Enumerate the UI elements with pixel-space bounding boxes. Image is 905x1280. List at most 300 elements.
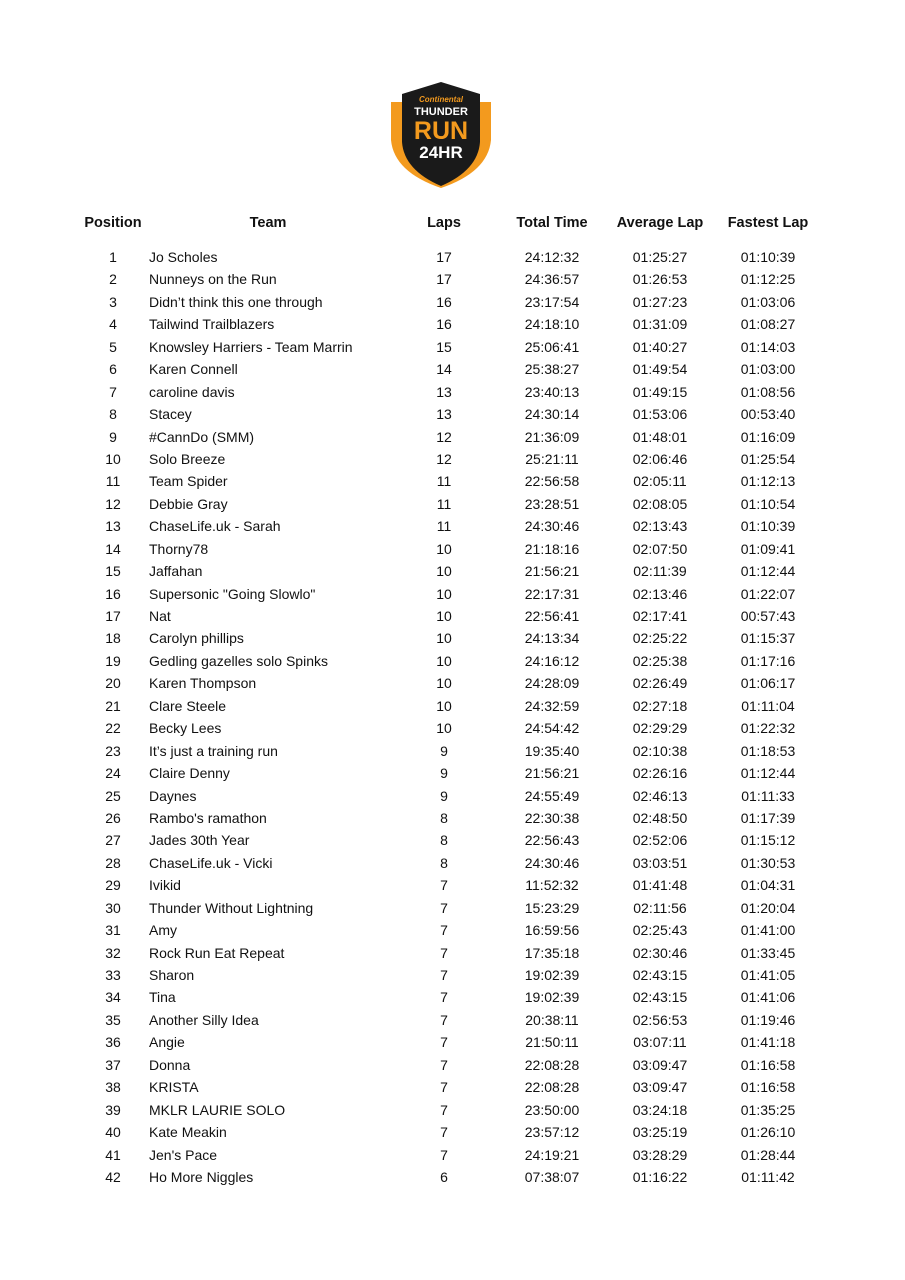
cell-average-lap: 01:16:22 <box>632 1168 688 1185</box>
cell-laps: 9 <box>440 787 448 804</box>
cell-fastest-lap: 01:08:56 <box>740 383 796 400</box>
cell-position: 34 <box>105 989 121 1006</box>
table-row <box>0 1011 905 1033</box>
cell-total-time: 24:12:32 <box>524 249 580 265</box>
cell-team: It’s just a training run <box>149 742 278 759</box>
cell-total-time: 21:56:21 <box>524 563 580 580</box>
cell-average-lap: 03:03:51 <box>632 854 688 871</box>
cell-total-time: 22:56:43 <box>524 832 580 849</box>
cell-laps: 10 <box>436 540 452 557</box>
cell-position: 13 <box>105 518 121 535</box>
table-row <box>0 562 905 584</box>
cell-team: Knowsley Harriers - Team Marrin <box>149 338 353 355</box>
cell-average-lap: 02:13:46 <box>632 585 688 602</box>
table-header <box>0 215 905 235</box>
cell-position: 4 <box>109 316 117 333</box>
cell-position: 6 <box>109 361 117 378</box>
cell-laps: 8 <box>440 854 448 871</box>
cell-average-lap: 03:24:18 <box>632 1101 688 1118</box>
cell-fastest-lap: 01:20:04 <box>740 899 796 916</box>
cell-laps: 10 <box>436 630 452 647</box>
cell-average-lap: 02:43:15 <box>632 967 688 983</box>
table-row <box>0 719 905 741</box>
cell-fastest-lap: 01:08:27 <box>740 316 796 333</box>
cell-laps: 7 <box>440 1034 448 1051</box>
cell-average-lap: 02:13:43 <box>632 518 688 535</box>
cell-team: Another Silly Idea <box>149 1011 259 1028</box>
cell-total-time: 21:18:16 <box>524 540 580 557</box>
cell-position: 20 <box>105 675 121 692</box>
cell-total-time: 19:02:39 <box>524 967 580 983</box>
cell-average-lap: 02:46:13 <box>632 787 688 804</box>
cell-position: 22 <box>105 720 121 737</box>
table-row <box>0 899 905 921</box>
table-row <box>0 921 905 943</box>
cell-team: Didn’t think this one through <box>149 293 323 310</box>
cell-total-time: 24:30:46 <box>524 854 580 871</box>
cell-total-time: 22:08:28 <box>524 1079 580 1096</box>
header-laps: Laps <box>427 215 461 231</box>
cell-fastest-lap: 01:41:18 <box>740 1034 796 1051</box>
cell-fastest-lap: 01:09:41 <box>740 540 796 557</box>
cell-total-time: 23:40:13 <box>524 383 580 400</box>
header-team: Team <box>249 215 287 231</box>
cell-team: Kate Meakin <box>149 1124 227 1141</box>
table-row <box>0 966 905 988</box>
cell-total-time: 24:30:46 <box>524 518 580 535</box>
cell-team: Supersonic "Going Slowlo" <box>149 585 316 602</box>
cell-team: Carolyn phillips <box>149 630 244 647</box>
table-row <box>0 360 905 382</box>
cell-team: Jen's Pace <box>149 1146 218 1163</box>
table-row <box>0 517 905 539</box>
cell-team: Karen Thompson <box>149 675 257 692</box>
cell-total-time: 11:52:32 <box>525 877 579 894</box>
cell-position: 10 <box>105 450 121 467</box>
cell-team: Nunneys on the Run <box>149 271 277 288</box>
cell-position: 3 <box>109 293 117 310</box>
cell-average-lap: 01:49:54 <box>632 361 688 378</box>
cell-fastest-lap: 01:41:00 <box>740 922 796 939</box>
cell-fastest-lap: 01:03:00 <box>740 361 796 378</box>
cell-position: 36 <box>105 1034 121 1051</box>
table-row <box>0 1146 905 1168</box>
cell-team: Thunder Without Lightning <box>149 899 314 916</box>
table-row <box>0 629 905 651</box>
cell-laps: 7 <box>440 1146 448 1163</box>
cell-average-lap: 02:30:46 <box>632 944 688 961</box>
cell-team: Angie <box>149 1034 185 1051</box>
cell-laps: 11 <box>436 518 452 535</box>
cell-total-time: 16:59:56 <box>524 922 580 939</box>
table-row <box>0 764 905 786</box>
cell-total-time: 25:21:11 <box>525 450 579 467</box>
cell-team: Debbie Gray <box>149 495 228 512</box>
cell-fastest-lap: 01:12:44 <box>740 765 796 782</box>
cell-laps: 8 <box>440 809 448 826</box>
cell-total-time: 24:54:42 <box>524 720 580 737</box>
cell-average-lap: 02:11:39 <box>633 563 687 580</box>
cell-team: Ho More Niggles <box>149 1168 254 1185</box>
cell-fastest-lap: 01:28:44 <box>740 1146 796 1163</box>
table-row <box>0 944 905 966</box>
cell-total-time: 25:38:27 <box>524 361 580 378</box>
cell-fastest-lap: 01:04:31 <box>740 877 796 894</box>
cell-position: 19 <box>105 652 121 669</box>
cell-team: Tina <box>149 989 176 1006</box>
cell-position: 35 <box>105 1011 121 1028</box>
cell-average-lap: 01:53:06 <box>632 406 688 423</box>
table-row <box>0 876 905 898</box>
cell-position: 38 <box>105 1079 121 1096</box>
cell-position: 42 <box>105 1168 121 1185</box>
cell-position: 17 <box>105 608 121 624</box>
table-row <box>0 540 905 562</box>
table-row <box>0 450 905 472</box>
cell-average-lap: 02:26:49 <box>632 675 688 692</box>
cell-laps: 16 <box>436 293 452 310</box>
cell-team: Ivikid <box>149 877 181 894</box>
cell-team: Rock Run Eat Repeat <box>149 944 285 961</box>
cell-position: 41 <box>105 1146 121 1163</box>
table-row <box>0 315 905 337</box>
cell-team: Jaffahan <box>149 563 203 580</box>
table-row <box>0 787 905 809</box>
cell-fastest-lap: 01:17:16 <box>740 652 796 669</box>
cell-total-time: 17:35:18 <box>524 944 580 961</box>
cell-laps: 7 <box>440 989 448 1006</box>
header-average-lap: Average Lap <box>616 215 704 231</box>
cell-average-lap: 02:25:43 <box>632 922 688 939</box>
cell-position: 15 <box>105 563 121 580</box>
cell-fastest-lap: 01:15:12 <box>740 832 796 849</box>
cell-fastest-lap: 01:19:46 <box>740 1011 796 1028</box>
cell-position: 29 <box>105 877 121 894</box>
cell-average-lap: 03:28:29 <box>632 1146 688 1163</box>
cell-position: 11 <box>105 473 121 490</box>
cell-fastest-lap: 01:12:13 <box>740 473 796 490</box>
table-row <box>0 652 905 674</box>
table-row <box>0 1123 905 1145</box>
cell-team: Claire Denny <box>149 765 230 782</box>
cell-laps: 11 <box>436 473 452 490</box>
table-row <box>0 472 905 494</box>
cell-position: 21 <box>105 697 121 714</box>
cell-laps: 7 <box>440 944 448 961</box>
cell-position: 8 <box>109 406 117 423</box>
cell-fastest-lap: 01:14:03 <box>740 338 796 355</box>
cell-average-lap: 02:06:46 <box>632 450 688 467</box>
table-row <box>0 607 905 629</box>
cell-average-lap: 01:26:53 <box>632 271 688 288</box>
cell-position: 16 <box>105 585 121 602</box>
cell-team: caroline davis <box>149 383 235 400</box>
cell-total-time: 24:18:10 <box>524 316 580 333</box>
cell-total-time: 24:13:34 <box>524 630 580 647</box>
cell-laps: 17 <box>436 271 452 288</box>
cell-team: Solo Breeze <box>149 450 226 467</box>
cell-total-time: 25:06:41 <box>524 338 580 355</box>
cell-average-lap: 02:07:50 <box>632 540 688 557</box>
cell-total-time: 19:02:39 <box>524 989 580 1006</box>
logo-line2-text: RUN <box>413 117 469 145</box>
cell-average-lap: 03:25:19 <box>632 1124 688 1141</box>
cell-team: Donna <box>149 1056 191 1073</box>
cell-total-time: 19:35:40 <box>524 742 580 759</box>
cell-average-lap: 01:25:27 <box>632 249 688 265</box>
cell-position: 32 <box>105 944 121 961</box>
table-row <box>0 1101 905 1123</box>
cell-total-time: 24:19:21 <box>524 1146 580 1163</box>
cell-fastest-lap: 01:26:10 <box>740 1124 796 1141</box>
header-position: Position <box>84 215 142 231</box>
cell-laps: 10 <box>436 720 452 737</box>
table-row <box>0 293 905 315</box>
cell-total-time: 22:56:58 <box>524 473 580 490</box>
table-row <box>0 697 905 719</box>
cell-average-lap: 01:27:23 <box>632 293 688 310</box>
cell-fastest-lap: 01:17:39 <box>740 809 796 826</box>
cell-average-lap: 02:08:05 <box>632 495 688 512</box>
cell-laps: 7 <box>440 1101 448 1118</box>
table-row <box>0 674 905 696</box>
cell-fastest-lap: 01:11:04 <box>741 697 795 714</box>
cell-fastest-lap: 01:41:05 <box>740 967 796 983</box>
cell-team: Clare Steele <box>149 697 227 714</box>
cell-position: 37 <box>105 1056 121 1073</box>
cell-fastest-lap: 01:22:32 <box>740 720 796 737</box>
cell-position: 23 <box>105 742 121 759</box>
cell-laps: 7 <box>440 967 448 983</box>
cell-laps: 8 <box>440 832 448 849</box>
cell-average-lap: 02:27:18 <box>632 697 688 714</box>
cell-laps: 7 <box>440 899 448 916</box>
cell-team: Thorny78 <box>149 540 209 557</box>
cell-total-time: 24:36:57 <box>524 271 580 288</box>
cell-average-lap: 02:25:22 <box>632 630 688 647</box>
cell-fastest-lap: 01:16:58 <box>740 1079 796 1096</box>
cell-total-time: 24:16:12 <box>524 652 580 669</box>
cell-average-lap: 01:40:27 <box>632 338 688 355</box>
cell-position: 33 <box>105 967 121 983</box>
cell-total-time: 24:30:14 <box>524 406 580 423</box>
cell-laps: 7 <box>440 922 448 939</box>
cell-average-lap: 02:56:53 <box>632 1011 688 1028</box>
cell-team: Amy <box>149 922 177 939</box>
cell-fastest-lap: 01:16:09 <box>740 428 796 445</box>
cell-team: Stacey <box>149 406 192 423</box>
cell-laps: 7 <box>440 1011 448 1028</box>
cell-fastest-lap: 00:57:43 <box>740 608 796 624</box>
table-row <box>0 854 905 876</box>
cell-average-lap: 02:17:41 <box>632 608 688 624</box>
cell-laps: 12 <box>436 450 452 467</box>
thunder-run-logo <box>388 80 494 190</box>
cell-average-lap: 03:09:47 <box>632 1056 688 1073</box>
cell-position: 14 <box>105 540 121 557</box>
cell-team: ChaseLife.uk - Sarah <box>149 518 281 535</box>
cell-laps: 7 <box>440 1079 448 1096</box>
table-row <box>0 742 905 764</box>
cell-position: 39 <box>105 1101 121 1118</box>
table-row <box>0 405 905 427</box>
table-row <box>0 1056 905 1078</box>
cell-team: Team Spider <box>149 473 228 490</box>
cell-fastest-lap: 01:11:33 <box>741 787 795 804</box>
cell-team: Becky Lees <box>149 720 222 737</box>
table-row <box>0 809 905 831</box>
table-row <box>0 270 905 292</box>
cell-fastest-lap: 01:15:37 <box>740 630 796 647</box>
cell-team: Sharon <box>149 967 195 983</box>
cell-fastest-lap: 01:11:42 <box>741 1168 795 1185</box>
cell-total-time: 21:36:09 <box>524 428 580 445</box>
cell-laps: 10 <box>436 608 452 624</box>
cell-average-lap: 02:25:38 <box>632 652 688 669</box>
cell-fastest-lap: 01:33:45 <box>740 944 796 961</box>
cell-total-time: 21:50:11 <box>525 1034 579 1051</box>
table-row <box>0 988 905 1010</box>
cell-total-time: 22:56:41 <box>524 608 580 624</box>
cell-total-time: 23:57:12 <box>524 1124 580 1141</box>
cell-laps: 11 <box>436 495 452 512</box>
cell-fastest-lap: 01:41:06 <box>740 989 796 1006</box>
cell-team: Daynes <box>149 787 197 804</box>
table-row <box>0 1033 905 1055</box>
cell-laps: 7 <box>440 877 448 894</box>
cell-average-lap: 02:10:38 <box>632 742 688 759</box>
cell-laps: 7 <box>440 1124 448 1141</box>
cell-position: 30 <box>105 899 121 916</box>
cell-total-time: 22:08:28 <box>524 1056 580 1073</box>
table-row <box>0 338 905 360</box>
cell-laps: 10 <box>436 697 452 714</box>
cell-position: 2 <box>109 271 117 288</box>
cell-average-lap: 02:43:15 <box>632 989 688 1006</box>
header-fastest-lap: Fastest Lap <box>727 215 809 231</box>
table-row <box>0 495 905 517</box>
cell-average-lap: 02:52:06 <box>632 832 688 849</box>
table-row <box>0 1078 905 1100</box>
cell-total-time: 24:28:09 <box>524 675 580 692</box>
cell-team: Jades 30th Year <box>149 832 250 849</box>
cell-average-lap: 02:05:11 <box>633 473 687 490</box>
cell-position: 40 <box>105 1124 121 1141</box>
cell-team: KRISTA <box>149 1079 199 1096</box>
cell-laps: 10 <box>436 563 452 580</box>
table-row <box>0 428 905 450</box>
cell-laps: 14 <box>436 361 452 378</box>
table-row <box>0 831 905 853</box>
cell-average-lap: 01:41:48 <box>632 877 688 894</box>
cell-fastest-lap: 01:03:06 <box>740 293 796 310</box>
cell-fastest-lap: 01:10:39 <box>740 249 796 265</box>
cell-total-time: 15:23:29 <box>524 899 580 916</box>
cell-position: 26 <box>105 809 121 826</box>
cell-laps: 12 <box>436 428 452 445</box>
cell-average-lap: 01:49:15 <box>632 383 688 400</box>
cell-total-time: 24:32:59 <box>524 697 580 714</box>
cell-average-lap: 03:09:47 <box>632 1079 688 1096</box>
cell-fastest-lap: 01:25:54 <box>740 450 796 467</box>
cell-team: ChaseLife.uk - Vicki <box>149 854 273 871</box>
cell-average-lap: 01:31:09 <box>632 316 688 333</box>
cell-laps: 6 <box>440 1168 448 1185</box>
cell-total-time: 23:17:54 <box>524 293 580 310</box>
cell-fastest-lap: 01:18:53 <box>740 742 796 759</box>
cell-position: 12 <box>105 495 121 512</box>
cell-laps: 10 <box>436 652 452 669</box>
header-total-time: Total Time <box>516 215 588 231</box>
cell-position: 25 <box>105 787 121 804</box>
cell-average-lap: 02:11:56 <box>633 899 687 916</box>
table-row <box>0 585 905 607</box>
cell-fastest-lap: 01:30:53 <box>740 854 796 871</box>
logo-line1-text: THUNDER <box>414 106 468 118</box>
cell-position: 9 <box>109 428 117 445</box>
cell-laps: 15 <box>436 338 452 355</box>
logo-brand-text: Continental <box>419 95 463 104</box>
cell-fastest-lap: 01:10:39 <box>740 518 796 535</box>
cell-fastest-lap: 01:06:17 <box>740 675 796 692</box>
cell-average-lap: 02:29:29 <box>632 720 688 737</box>
cell-total-time: 22:17:31 <box>524 585 580 602</box>
cell-position: 27 <box>105 832 121 849</box>
cell-fastest-lap: 01:12:25 <box>740 271 796 288</box>
cell-average-lap: 03:07:11 <box>633 1034 687 1051</box>
cell-total-time: 23:28:51 <box>524 495 580 512</box>
cell-team: Jo Scholes <box>149 249 218 265</box>
table-row <box>0 1168 905 1190</box>
cell-team: Rambo's ramathon <box>149 809 267 826</box>
cell-total-time: 07:38:07 <box>524 1168 580 1185</box>
cell-laps: 13 <box>436 383 452 400</box>
cell-total-time: 23:50:00 <box>524 1101 580 1118</box>
cell-fastest-lap: 01:10:54 <box>740 495 796 512</box>
cell-position: 7 <box>109 383 117 400</box>
cell-fastest-lap: 01:12:44 <box>740 563 796 580</box>
cell-total-time: 20:38:11 <box>525 1011 579 1028</box>
cell-fastest-lap: 01:16:58 <box>740 1056 796 1073</box>
cell-position: 5 <box>109 338 117 355</box>
cell-laps: 7 <box>440 1056 448 1073</box>
cell-average-lap: 02:48:50 <box>632 809 688 826</box>
cell-position: 28 <box>105 854 121 871</box>
cell-fastest-lap: 01:35:25 <box>740 1101 796 1118</box>
shield-icon <box>388 80 494 190</box>
cell-average-lap: 02:26:16 <box>632 765 688 782</box>
cell-team: #CannDo (SMM) <box>149 428 255 445</box>
cell-position: 24 <box>105 765 121 782</box>
cell-laps: 10 <box>436 585 452 602</box>
cell-total-time: 21:56:21 <box>524 765 580 782</box>
cell-total-time: 24:55:49 <box>524 787 580 804</box>
cell-team: Karen Connell <box>149 361 238 378</box>
cell-team: MKLR LAURIE SOLO <box>149 1101 286 1118</box>
cell-average-lap: 01:48:01 <box>632 428 688 445</box>
cell-position: 31 <box>105 922 121 939</box>
cell-team: Gedling gazelles solo Spinks <box>149 652 328 669</box>
cell-laps: 9 <box>440 765 448 782</box>
logo-line3-text: 24HR <box>419 143 463 162</box>
table-row <box>0 248 905 270</box>
cell-team: Tailwind Trailblazers <box>149 316 275 333</box>
table-row <box>0 383 905 405</box>
cell-fastest-lap: 01:22:07 <box>740 585 796 602</box>
cell-laps: 17 <box>436 249 452 265</box>
cell-team: Nat <box>149 608 171 624</box>
cell-fastest-lap: 00:53:40 <box>740 406 796 423</box>
